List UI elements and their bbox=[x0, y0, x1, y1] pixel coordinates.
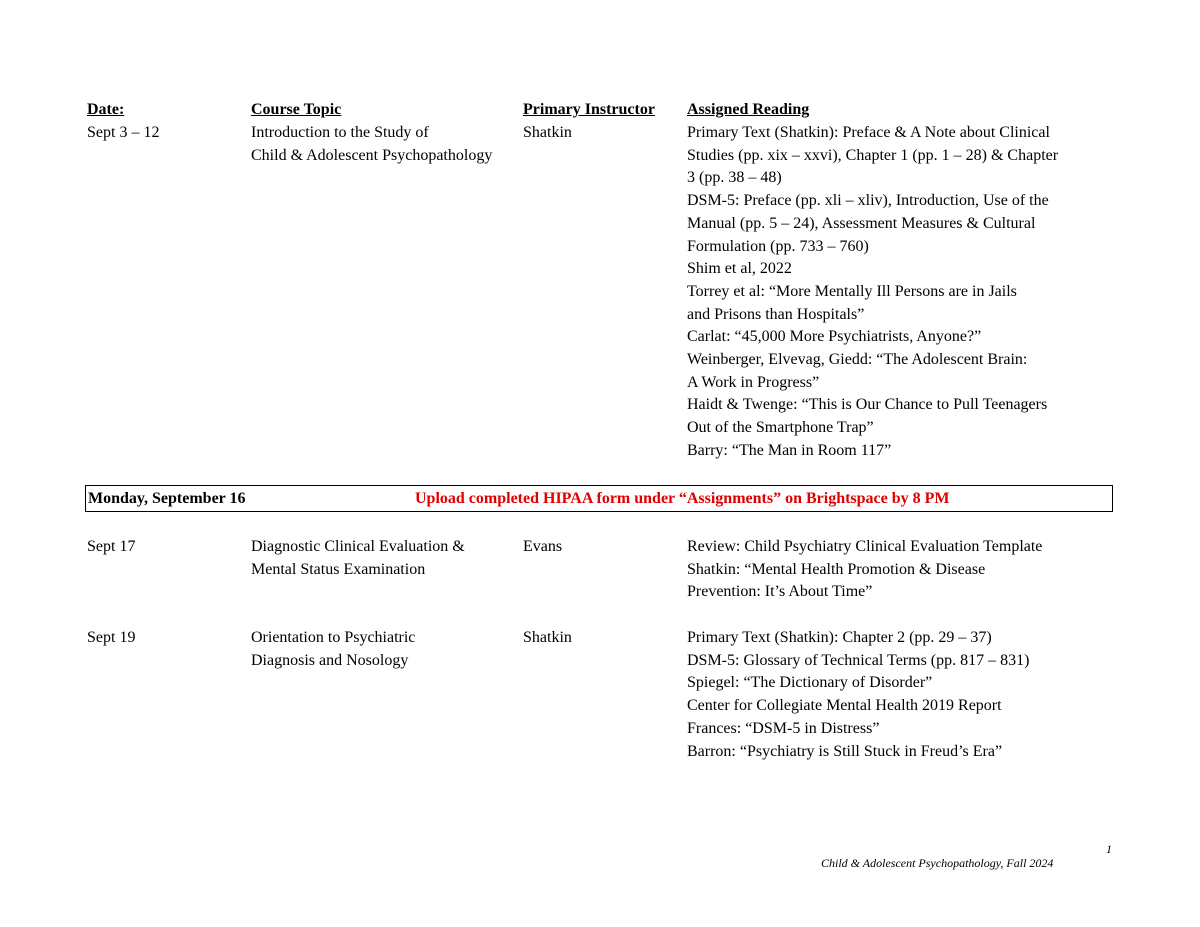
reading-line: A Work in Progress” bbox=[687, 373, 820, 391]
reading-line: Shim et al, 2022 bbox=[687, 260, 792, 278]
reading-line: 3 (pp. 38 – 48) bbox=[687, 169, 782, 187]
notice-date: Monday, September 16 bbox=[88, 490, 246, 507]
session-topic-line: Mental Status Examination bbox=[251, 560, 426, 578]
reading-line: Formulation (pp. 733 – 760) bbox=[687, 237, 869, 255]
reading-line: Frances: “DSM-5 in Distress” bbox=[687, 719, 880, 737]
session-topic-line: Diagnostic Clinical Evaluation & bbox=[251, 538, 465, 555]
reading-line: DSM-5: Preface (pp. xli – xliv), Introduction, Use of the bbox=[687, 192, 1049, 210]
footer-course-title: Child & Adolescent Psychopathology, Fall 2024 bbox=[821, 856, 1054, 870]
header-primary-instructor: Primary Instructor bbox=[523, 101, 655, 118]
reading-line: and Prisons than Hospitals” bbox=[687, 305, 865, 323]
session-instructor: Evans bbox=[523, 538, 563, 555]
reading-line: Review: Child Psychiatry Clinical Evaluation Template bbox=[687, 538, 1043, 555]
notice-text: Upload completed HIPAA form under “Assignments” on Brightspace by 8 PM bbox=[415, 490, 950, 507]
reading-line: Barry: “The Man in Room 117” bbox=[687, 441, 892, 459]
session-date: Sept 17 bbox=[87, 538, 136, 555]
reading-line: Carlat: “45,000 More Psychiatrists, Anyone?” bbox=[687, 328, 982, 346]
reading-line: Studies (pp. xix – xxvi), Chapter 1 (pp. 1 – 28) & Chapter bbox=[687, 146, 1059, 164]
header-assigned-reading: Assigned Reading bbox=[687, 101, 810, 118]
reading-line: Weinberger, Elvevag, Giedd: “The Adolescent Brain: bbox=[687, 351, 1028, 368]
reading-line: Barron: “Psychiatry is Still Stuck in Freud’s Era” bbox=[687, 742, 1003, 760]
reading-line: Torrey et al: “More Mentally Ill Persons are in Jails bbox=[687, 282, 1017, 300]
reading-line: Spiegel: “The Dictionary of Disorder” bbox=[687, 674, 933, 692]
page-number: 1 bbox=[1106, 842, 1112, 856]
reading-line: Center for Collegiate Mental Health 2019 Report bbox=[687, 697, 1002, 715]
reading-line: Out of the Smartphone Trap” bbox=[687, 419, 874, 437]
reading-line: DSM-5: Glossary of Technical Terms (pp. 817 – 831) bbox=[687, 651, 1030, 669]
session-topic-line: Child & Adolescent Psychopathology bbox=[251, 146, 493, 164]
session-instructor: Shatkin bbox=[523, 124, 572, 141]
reading-line: Primary Text (Shatkin): Chapter 2 (pp. 29 – 37) bbox=[687, 629, 992, 646]
session-topic-line: Orientation to Psychiatric bbox=[251, 629, 416, 646]
reading-line: Manual (pp. 5 – 24), Assessment Measures & Cultural bbox=[687, 214, 1036, 232]
session-topic-line: Introduction to the Study of bbox=[251, 124, 429, 141]
session-date: Sept 19 bbox=[87, 629, 136, 646]
reading-line: Haidt & Twenge: “This is Our Chance to Pull Teenagers bbox=[687, 396, 1048, 414]
header-date: Date: bbox=[87, 101, 125, 118]
reading-line: Prevention: It’s About Time” bbox=[687, 583, 873, 601]
deadline-notice bbox=[85, 485, 1113, 512]
session-topic-line: Diagnosis and Nosology bbox=[251, 651, 409, 669]
header-course-topic: Course Topic bbox=[251, 101, 342, 118]
session-instructor: Shatkin bbox=[523, 629, 572, 646]
session-date: Sept 3 – 12 bbox=[87, 124, 160, 141]
reading-line: Primary Text (Shatkin): Preface & A Note about Clinical bbox=[687, 124, 1050, 141]
reading-line: Shatkin: “Mental Health Promotion & Disease bbox=[687, 560, 986, 578]
